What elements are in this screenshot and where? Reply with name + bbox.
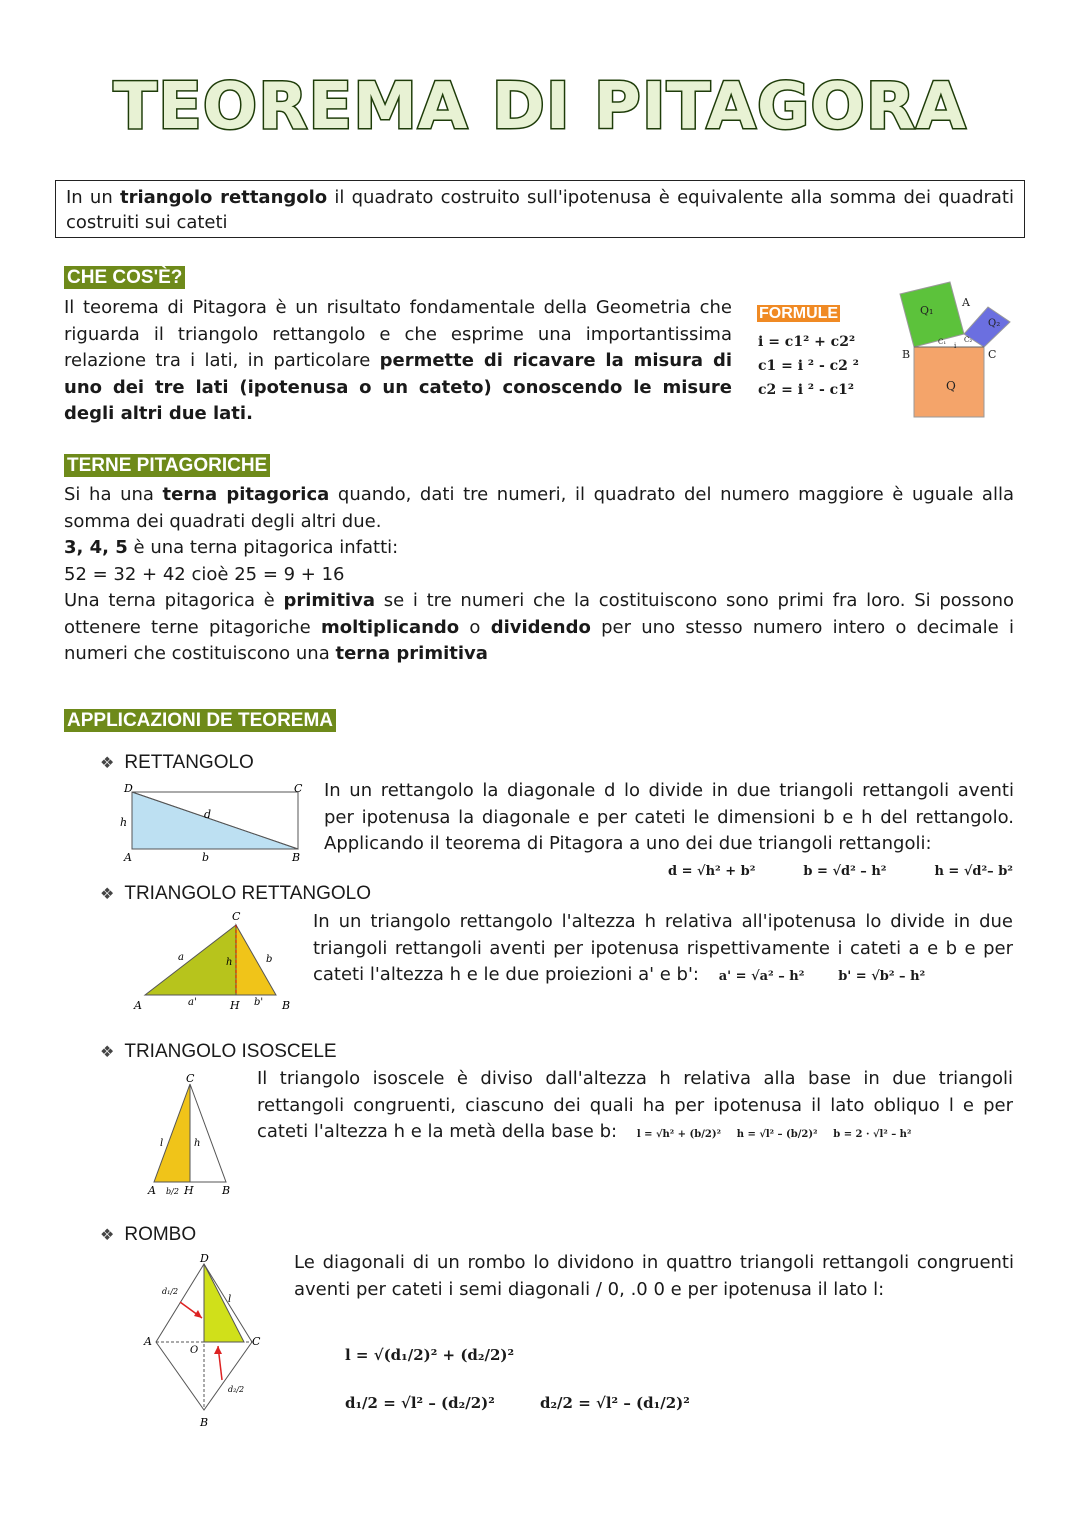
rettangolo-label: RETTANGOLO xyxy=(124,752,254,773)
what-heading-wrap xyxy=(64,267,185,289)
trir-label-bp: b' xyxy=(254,997,264,1008)
iso-label-c: C xyxy=(186,1072,195,1085)
rombo-label-o: O xyxy=(190,1345,199,1356)
terne-p1-a: Si ha una xyxy=(64,484,163,505)
rett-formula-b: b = √d² – h² xyxy=(803,864,887,879)
terne-p1 xyxy=(64,482,1014,535)
rett-formula-h: h = √d²– b² xyxy=(934,864,1013,879)
rett-label-b-upper: B xyxy=(292,851,301,864)
label-a: A xyxy=(962,296,970,309)
terne-heading: TERNE PITAGORICHE xyxy=(64,454,270,477)
what-heading: CHE COS'È? xyxy=(64,266,185,289)
isoscele-text-body: Il triangolo isoscele è diviso dall'altezza h relativa alla base in due triangoli rettangoli congruenti, ciascuno dei quali ha per ipotenusa il lato obliquo l e per cateti l'altezza h e la metà della base b: xyxy=(257,1068,1013,1142)
rombo-label-c: C xyxy=(252,1335,261,1348)
rombo-label-l: l xyxy=(228,1294,232,1305)
rett-label-b: b xyxy=(202,851,210,864)
rettangolo-heading xyxy=(100,752,254,774)
rett-label-a: A xyxy=(124,851,132,864)
label-b: B xyxy=(902,348,911,361)
terne-p4-a: Una terna pitagorica è xyxy=(64,590,284,611)
iso-label-b2: b/2 xyxy=(166,1187,179,1196)
diamond-bullet-icon: ❖ xyxy=(100,886,115,903)
label-c2: C₂ xyxy=(964,336,973,344)
iso-formula-l: l = √h² + (b/2)² xyxy=(636,1129,721,1140)
iso-label-h: h xyxy=(194,1138,201,1149)
trir-label-h-upper: H xyxy=(230,999,240,1012)
rombo-formula-d1: d₁/2 = √l² – (d₂/2)² xyxy=(345,1394,495,1412)
iso-label-h-upper: H xyxy=(184,1184,194,1197)
formula-c2: c2 = i ² - c1² xyxy=(758,382,855,398)
terne-p2 xyxy=(64,535,1014,562)
trir-label-ap: a' xyxy=(188,997,197,1008)
what-text-plain: Il teorema di Pitagora è un risultato fondamentale della Geometria che riguarda il triangolo rettangolo e che esprime una importantissima relazione tra i lati, in particolare xyxy=(64,297,732,371)
isoscele-text xyxy=(257,1066,1013,1149)
terne-p1-b: terna pitagorica xyxy=(162,484,330,505)
rettangolo-formulas xyxy=(668,864,1013,879)
diamond-bullet-icon: ❖ xyxy=(100,755,115,772)
terne-p4-g: per uno stesso numero intero o decimale i numeri che costituiscono una xyxy=(64,616,1014,664)
trir-label-b: b xyxy=(266,954,273,965)
applicazioni-heading: APPLICAZIONI DE TEOREMA xyxy=(64,709,336,732)
terne-p3: 52 = 32 + 42 cioè 25 = 9 + 16 xyxy=(64,563,345,585)
rombo-label-d1: d₁/2 xyxy=(162,1287,179,1296)
formula-c1: c1 = i ² - c2 ² xyxy=(758,358,859,374)
formule-list xyxy=(758,330,859,402)
what-text-bold: permette di ricavare la misura di uno dei tre lati (ipotenusa o un cateto) conoscendo le misure degli altri due lati. xyxy=(64,350,732,424)
terne-p1-c: quando, dati tre numeri, il quadrato del numero maggiore è uguale alla somma dei quadrati degli altri due. xyxy=(64,484,1014,532)
trir-label-h: h xyxy=(226,957,233,968)
page-title: TEOREMA DI PITAGORA xyxy=(113,70,967,144)
iso-label-a: A xyxy=(148,1184,156,1197)
isoscele-label: TRIANGOLO ISOSCELE xyxy=(124,1041,337,1062)
tri-rett-text-body: In un triangolo rettangolo l'altezza h relativa all'ipotenusa lo divide in due triangoli rettangoli aventi per ipotenusa rispettivamente i cateti a e b e per cateti l'altezza h e le due proiezioni a' e b': xyxy=(313,911,1013,985)
definition-box xyxy=(55,180,1025,238)
rombo-label-b: B xyxy=(200,1416,209,1429)
rombo-formula-l: l = √(d₁/2)² + (d₂/2)² xyxy=(345,1346,515,1364)
tri-rett-figure xyxy=(130,905,300,1015)
label-c: C xyxy=(988,348,997,361)
rombo-label-d: D xyxy=(200,1252,209,1265)
isoscele-figure xyxy=(140,1070,250,1210)
terne-p4-h: terna primitiva xyxy=(335,643,488,664)
label-c1: C₁ xyxy=(938,338,947,346)
label-q1: Q₁ xyxy=(920,304,934,317)
terne-text xyxy=(64,482,1014,668)
terne-heading-wrap xyxy=(64,455,270,477)
diamond-bullet-icon: ❖ xyxy=(100,1227,115,1244)
rombo-figure xyxy=(140,1250,275,1435)
tri-rett-label: TRIANGOLO RETTANGOLO xyxy=(124,883,372,904)
rett-label-h: h xyxy=(120,816,128,829)
trir-label-c: C xyxy=(232,910,241,923)
trir-formula-ap: a' = √a² – h² xyxy=(718,969,805,984)
rett-label-d: d xyxy=(204,808,212,821)
terne-p4-c: se i tre numeri che la costituiscono sono primi fra loro. Si possono ottenere terne pitagoriche xyxy=(64,590,1014,638)
rombo-text: Le diagonali di un rombo lo dividono in quattro triangoli rettangoli congruenti aventi per cateti i semi diagonali / 0, .0 0 e per ipotenusa il lato l: xyxy=(294,1252,1014,1300)
rettangolo-text: In un rettangolo la diagonale d lo divide in due triangoli rettangoli aventi per ipotenusa la diagonale e per cateti le dimensioni b e h del rettangolo. Applicando il teorema di Pitagora a uno dei due triangoli rettangoli: xyxy=(324,780,1014,854)
diamond-bullet-icon: ❖ xyxy=(100,1044,115,1061)
rombo-label-a: A xyxy=(144,1335,152,1348)
rombo-label-d2: d₂/2 xyxy=(228,1385,245,1394)
rett-label-c: C xyxy=(294,782,303,795)
definition-bold: triangolo rettangolo xyxy=(119,187,328,208)
terne-p2-b: è una terna pitagorica infatti: xyxy=(127,537,399,558)
iso-label-l: l xyxy=(160,1138,164,1149)
formule-heading: FORMULE xyxy=(759,305,839,322)
trir-formula-bp: b' = √b² – h² xyxy=(838,969,926,984)
label-q2: Q₂ xyxy=(988,318,1001,329)
rett-formula-d: d = √h² + b² xyxy=(668,864,756,879)
rettangolo-figure xyxy=(112,780,312,865)
iso-label-b: B xyxy=(222,1184,231,1197)
tri-rett-heading xyxy=(100,883,371,905)
trir-label-a: a xyxy=(178,952,184,963)
trir-label-b-upper: B xyxy=(282,999,291,1012)
definition-pre: In un xyxy=(66,187,120,208)
definition-post: il quadrato costruito sull'ipotenusa è equivalente alla somma dei quadrati costruiti sui cateti xyxy=(66,187,1014,233)
what-text xyxy=(64,295,732,428)
terne-p4-e: o xyxy=(459,616,491,638)
applicazioni-heading-wrap xyxy=(64,710,336,732)
label-q: Q xyxy=(946,379,956,393)
rombo-label: ROMBO xyxy=(124,1224,197,1245)
rombo-heading xyxy=(100,1224,196,1246)
isoscele-heading xyxy=(100,1041,337,1063)
tri-rett-text xyxy=(313,909,1013,991)
rombo-formula-d2: d₂/2 = √l² – (d₁/2)² xyxy=(540,1394,690,1412)
iso-formula-h: h = √l² – (b/2)² xyxy=(736,1129,818,1140)
label-i: i xyxy=(954,342,957,350)
terne-p4-f: dividendo xyxy=(490,616,591,638)
rett-label-d-upper: D xyxy=(124,782,133,795)
pythagoras-squares-diagram xyxy=(880,262,1030,422)
terne-p2-a: 3, 4, 5 xyxy=(64,537,128,558)
formule-heading-wrap xyxy=(757,303,840,323)
terne-p4-d: moltiplicando xyxy=(320,616,460,638)
terne-p4-b: primitiva xyxy=(283,590,375,611)
trir-label-a-upper: A xyxy=(134,999,142,1012)
formula-i: i = c1² + c2² xyxy=(758,334,856,350)
iso-formula-b: b = 2 · √l² – h² xyxy=(833,1129,912,1140)
terne-p4 xyxy=(64,588,1014,668)
